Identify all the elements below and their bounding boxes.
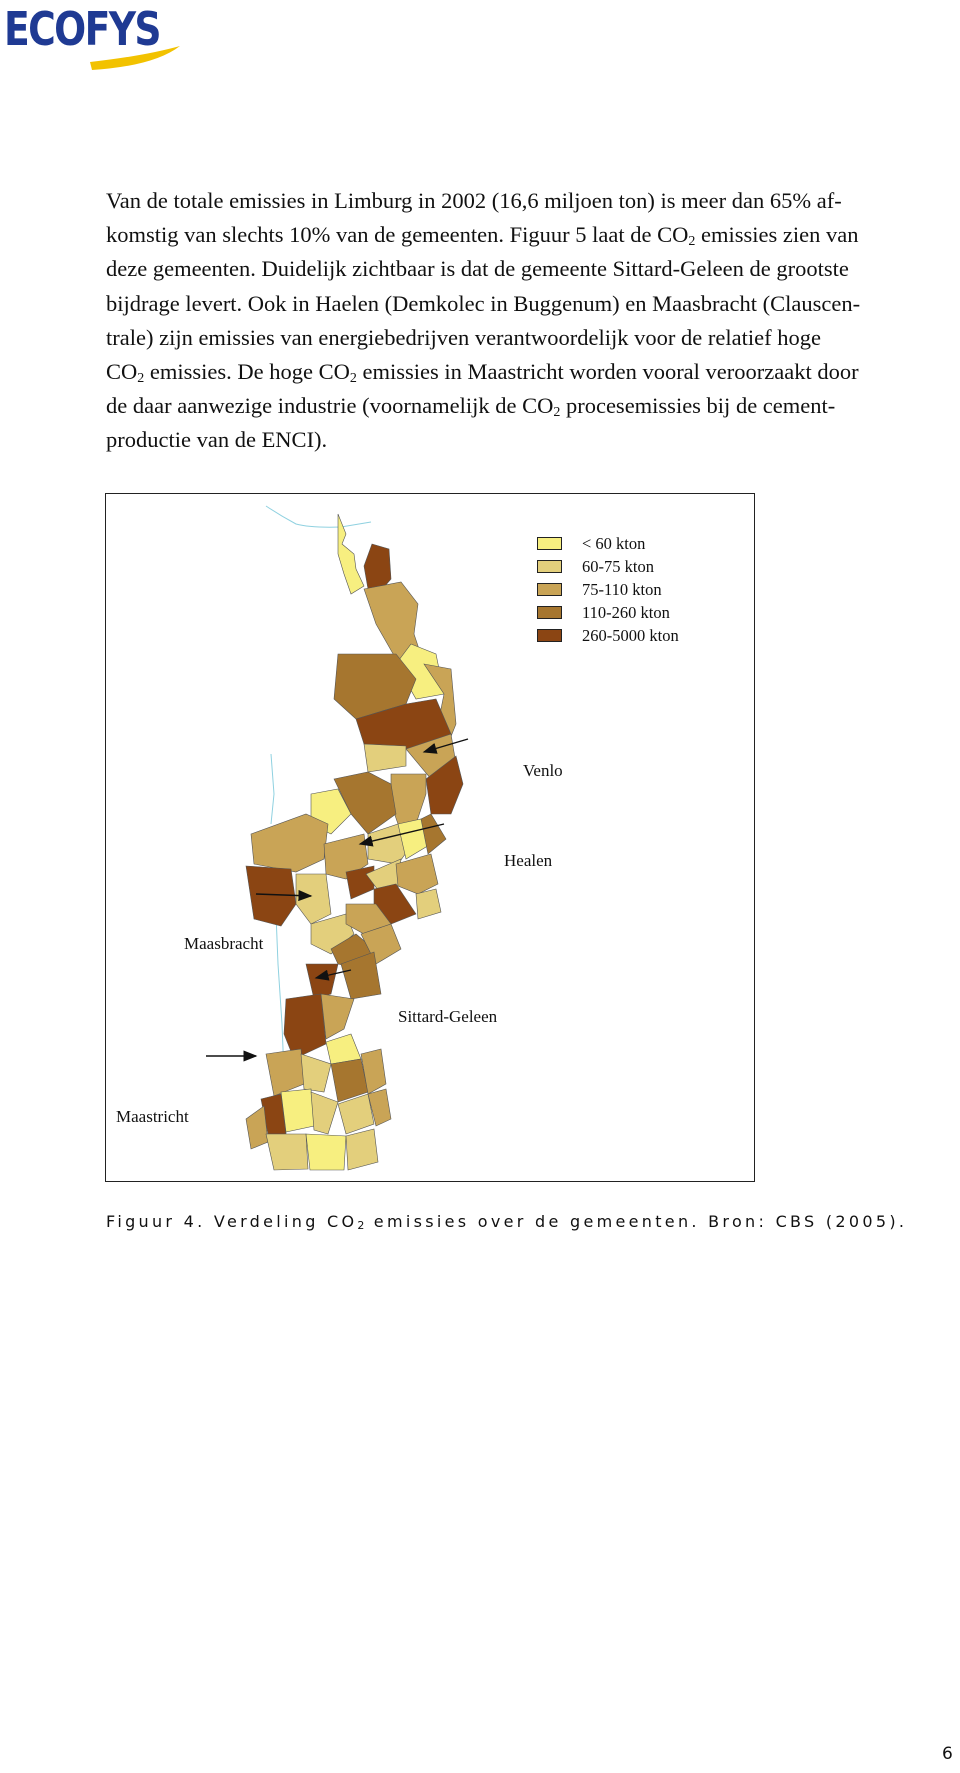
legend-label: 110-260 kton — [582, 602, 670, 622]
legend-swatch — [537, 537, 562, 550]
legend-item — [537, 624, 679, 647]
label-maastricht: Maastricht — [116, 1107, 189, 1126]
label-healen: Healen — [504, 851, 553, 870]
paragraph-line: deze gemeenten. Duidelijk zichtbaar is dat de gemeente Sittard-Geleen de grootste — [106, 256, 849, 282]
emissions-map-figure — [105, 493, 755, 1182]
legend-label: 260-5000 kton — [582, 625, 679, 645]
paragraph-line: bijdrage levert. Ook in Haelen (Demkolec in Buggenum) en Maasbracht (Clauscen- — [106, 290, 861, 316]
paragraph-line: komstig van slechts 10% van de gemeenten. Figuur 5 laat de $CO_2$ emissies zien van — [106, 222, 859, 250]
legend-item — [537, 555, 679, 578]
legend-item — [537, 578, 679, 601]
page-number: 6 — [942, 1744, 953, 1764]
legend-item — [537, 601, 679, 624]
logo-swoosh — [4, 0, 180, 76]
legend-swatch — [537, 606, 562, 619]
legend-label: 60-75 kton — [582, 556, 654, 576]
figure-caption: Figuur 4. Verdeling $CO_2$ emissies over de gemeenten. Bron: CBS (2005). — [106, 1212, 908, 1232]
label-venlo: Venlo — [523, 761, 563, 780]
legend-swatch — [537, 560, 562, 573]
legend-swatch — [537, 629, 562, 642]
legend-swatch — [537, 583, 562, 596]
legend-label: < 60 kton — [582, 533, 646, 553]
paragraph-line: productie van de ENCI). — [106, 427, 328, 453]
paragraph-line: trale) zijn emissies van energiebedrijven verantwoordelijk voor de relatief hoge — [106, 324, 821, 350]
label-maasbracht: Maasbracht — [184, 934, 264, 953]
paragraph-line: Van de totale emissies in Limburg in 2002 (16,6 miljoen ton) is meer dan 65% af- — [106, 188, 842, 213]
paragraph-line: $CO_2$ emissies. De hoge $CO_2$ emissies in Maastricht worden vooral veroorzaakt door — [106, 359, 859, 387]
legend-item — [537, 532, 679, 555]
legend-label: 75-110 kton — [582, 579, 662, 599]
label-sittard-geleen: Sittard-Geleen — [398, 1007, 498, 1026]
map-legend — [537, 532, 679, 647]
body-paragraph — [106, 184, 960, 458]
logo-wordmark: ECOFYS — [4, 2, 160, 56]
paragraph-line: de daar aanwezige industrie (voornamelijk de $CO_2$ procesemissies bij de cement- — [106, 393, 836, 421]
ecofys-logo — [4, 0, 180, 76]
